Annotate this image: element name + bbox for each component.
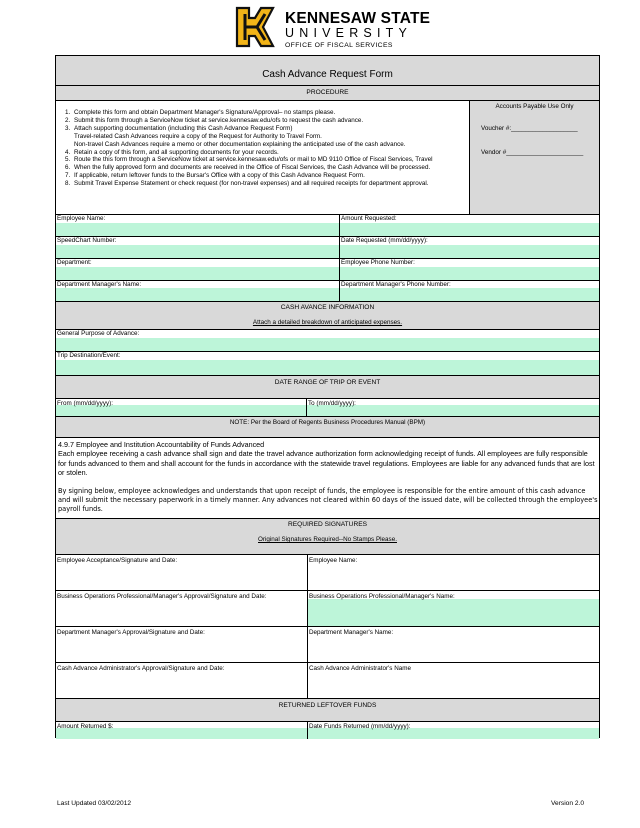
amount-requested-label: Amount Requested: (341, 215, 397, 222)
caa-signature-field[interactable] (56, 663, 307, 699)
row-department (56, 258, 599, 280)
date-to-label: To (mm/dd/yyyy): (308, 400, 356, 407)
bop-name-label: Business Operations Professional/Manager's Name: (309, 593, 455, 600)
procedure-step: 6. When the fully approved form and documents are received in the Office of Fiscal Services, the Cash Advance will be processed. (72, 164, 476, 172)
version: Version 2.0 (551, 800, 584, 807)
form-title: Cash Advance Request Form (56, 56, 599, 85)
procedure-step: 3. Attach supporting documentation (including this Cash Advance Request Form) (72, 125, 476, 133)
row-purpose (56, 329, 599, 351)
signatures-section (56, 518, 599, 554)
caa-name-label: Cash Advance Administrator's Name (309, 665, 411, 672)
row-bop-sig (56, 590, 599, 626)
procedure-heading: PROCEDURE (56, 85, 599, 100)
bop-signature-field[interactable] (56, 591, 307, 627)
caa-name-field[interactable] (307, 663, 599, 699)
row-dates (56, 398, 599, 416)
procedure-substep: Travel-related Cash Advances require a copy of the Request for Authority to Travel Form. (74, 132, 322, 140)
row-speedchart (56, 236, 599, 258)
date-requested-label: Date Requested (mm/dd/yyyy): (341, 237, 428, 244)
purpose-label: General Purpose of Advance: (57, 330, 140, 337)
row-destination (56, 351, 599, 375)
procedure-substep: Non-travel Cash Advances require a memo or other documentation explaining the anticipated use of the cash advance. (74, 140, 406, 148)
policy-heading: 4.9.7 Employee and Institution Accountability of Funds Advanced (58, 440, 265, 449)
last-updated: Last Updated 03/02/2012 (57, 800, 132, 807)
row-returned (56, 721, 599, 738)
dm-name-label: Department Manager's Name: (309, 629, 394, 636)
procedure-step: 4. Retain a copy of this form, and all supporting documents for your records. (72, 149, 476, 157)
logo-line1: KENNESAW STATE (285, 10, 431, 27)
signatures-heading: REQUIRED SIGNATURES (287, 521, 367, 528)
destination-input[interactable] (56, 360, 599, 376)
policy-section (56, 437, 599, 518)
amount-returned-label: Amount Returned $: (57, 723, 114, 730)
procedure-step: 1. Complete this form and obtain Department Manager's Signature/Approval– no stamps please. (72, 109, 476, 117)
row-manager (56, 280, 599, 301)
signatures-sub: Original Signatures Required--No Stamps Please. (258, 536, 397, 543)
department-label: Department: (57, 259, 92, 266)
ap-title: Accounts Payable Use Only (495, 103, 574, 110)
row-emp-sig (56, 554, 599, 590)
employee-phone-label: Employee Phone Number: (341, 259, 415, 266)
cash-info-section (56, 301, 599, 329)
procedure-step: 7. If applicable, return leftover funds to the Bursar's Office with a copy of this Cash Advance Request Form. (72, 172, 476, 180)
vendor-field[interactable]: Vendor #______________________ (481, 149, 584, 156)
destination-label: Trip Destination/Event: (57, 352, 121, 359)
accounts-payable-box (469, 101, 599, 214)
procedure-step: 8. Submit Travel Expense Statement or check request (for non-travel expenses) and all required receipts for department approval. (72, 180, 476, 188)
dm-name-field[interactable] (307, 627, 599, 663)
cash-info-heading: CASH AVANCE INFORMATION (280, 304, 375, 311)
logo-line3: OFFICE OF FISCAL SERVICES (285, 42, 393, 49)
ksu-logo-icon (233, 4, 277, 50)
dm-signature-field[interactable] (56, 627, 307, 663)
policy-signing: By signing below, employee acknowledges and understands that upon receipt of funds, the employee is responsible for the entire amount of this cash advance and will submit the necessary paperwork in a timely manner. Any advances not cleared within 60 days of the issued date, will be collected through the employee's payroll funds. (58, 486, 598, 514)
date-returned-label: Date Funds Returned (mm/dd/yyyy): (309, 723, 411, 730)
date-from-label: From (mm/dd/yyyy): (57, 400, 113, 407)
employee-signature-field[interactable] (56, 555, 307, 591)
dept-manager-name-label: Department Manager's Name: (57, 281, 142, 288)
procedure-step: 2. Submit this form through a ServiceNow ticket at service.kennesaw.edu/ofs to request the cash advance. (72, 117, 476, 125)
employee-name-label: Employee Name: (57, 215, 106, 222)
employee-name-sig-field[interactable] (307, 555, 599, 591)
procedure-list (56, 109, 476, 188)
bpm-note: NOTE: Per the Board of Regents Business Procedures Manual (BPM) (56, 416, 599, 437)
caa-signature-label: Cash Advance Administrator's Approval/Signature and Date: (57, 665, 225, 672)
voucher-field[interactable]: Voucher #:___________________ (481, 125, 578, 132)
speedchart-label: SpeedChart Number: (57, 237, 117, 244)
logo-line2: UNIVERSITY (285, 26, 413, 40)
row-caa-sig (56, 662, 599, 698)
cash-info-sub: Attach a detailed breakdown of anticipated expenses. (252, 319, 403, 326)
row-dm-sig (56, 626, 599, 662)
dm-signature-label: Department Manager's Approval/Signature and Date: (57, 629, 205, 636)
returned-heading: RETURNED LEFTOVER FUNDS (56, 698, 599, 721)
dept-manager-phone-label: Department Manager's Phone Number: (341, 281, 451, 288)
employee-name-sig-label: Employee Name: (309, 557, 358, 564)
employee-signature-label: Employee Acceptance/Signature and Date: (57, 557, 178, 564)
cash-advance-form (55, 55, 600, 738)
procedure-step: 5. Route the this form through a ServiceNow ticket at service.kennesaw.edu/ofs or mail to MD 9110 Office of Fiscal Services, Travel (72, 156, 476, 164)
procedure-section (56, 100, 599, 214)
bop-signature-label: Business Operations Professional/Manager's Approval/Signature and Date: (57, 593, 267, 600)
header-logo (233, 4, 433, 50)
date-range-heading: DATE RANGE OF TRIP OR EVENT (56, 375, 599, 398)
purpose-input[interactable] (56, 338, 599, 352)
row-employee (56, 214, 599, 236)
policy-body: Each employee receiving a cash advance shall sign and date the travel advance authorization form acknowledging receipt of funds. All employees are fully responsible for funds advanced to them and shall account for the funds in accordance with the statewide travel regulations. Employees are liable for any advanced funds that are lost or stolen. (58, 449, 595, 478)
